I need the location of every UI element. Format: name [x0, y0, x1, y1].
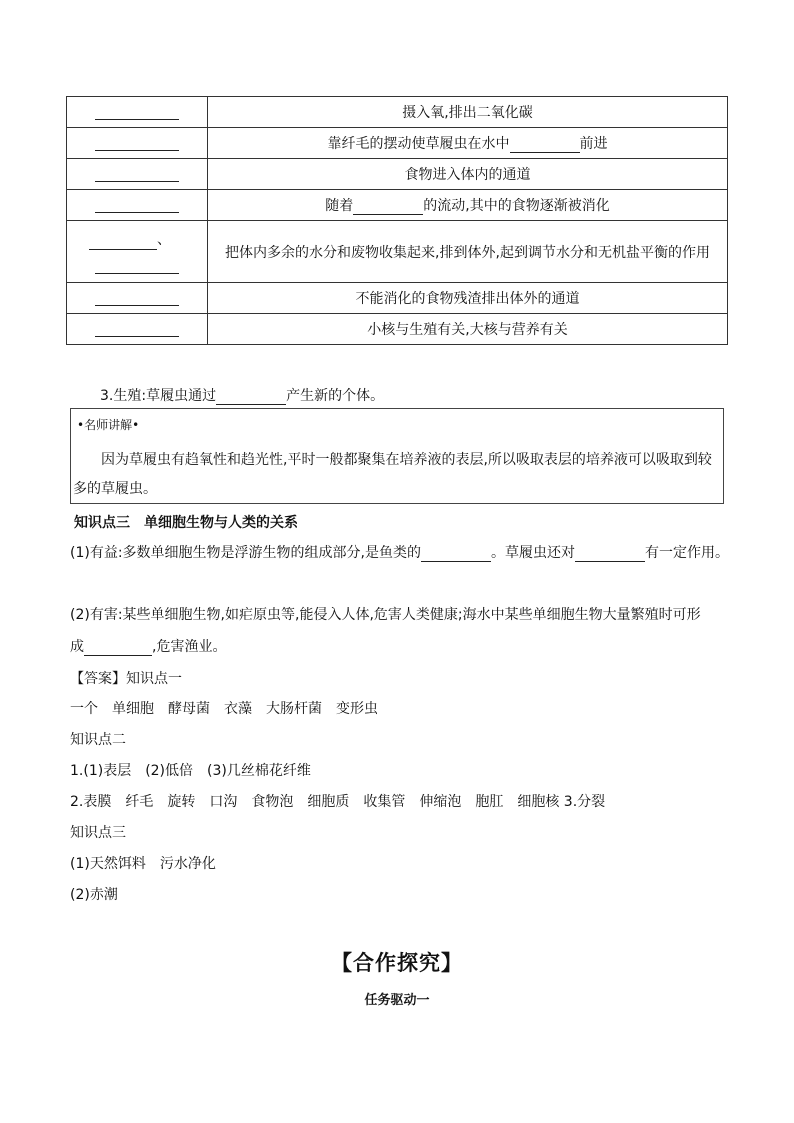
answer-cell: [67, 97, 208, 128]
function-cell: 摄入氧,排出二氧化碳: [208, 97, 728, 128]
reproduction-question: 3.生殖:草履虫通过 产生新的个体。: [100, 388, 385, 404]
answer-label: 【答案】知识点一: [70, 671, 182, 687]
table-row: [67, 283, 728, 314]
fill-blank[interactable]: [89, 235, 157, 250]
answer-cell: [67, 283, 208, 314]
function-cell: 随着 的流动,其中的食物逐渐被消化: [208, 190, 728, 221]
function-cell: 把体内多余的水分和废物收集起来,排到体外,起到调节水分和无机盐平衡的作用: [208, 221, 728, 283]
fill-blank[interactable]: [510, 138, 580, 153]
section-heading: 知识点三 单细胞生物与人类的关系: [74, 515, 298, 531]
function-cell: 靠纤毛的摆动使草履虫在水中 前进: [208, 128, 728, 159]
fill-blank[interactable]: [95, 105, 179, 120]
answer-cell: [67, 190, 208, 221]
tip-text-line-2: 多的草履虫。: [73, 481, 157, 497]
table-row: [67, 221, 728, 283]
answer-k2-line-1: 1.(1)表层 (2)低倍 (3)几丝棉花纤维: [70, 763, 311, 779]
section-subtitle: 任务驱动一: [364, 993, 430, 1008]
answer-k2-line-2: 2.表膜 纤毛 旋转 口沟 食物泡 细胞质 收集管 伸缩泡 胞肛 细胞核 3.分裂: [70, 794, 606, 810]
fill-blank[interactable]: [84, 641, 152, 656]
fill-blank[interactable]: [575, 547, 645, 562]
fill-blank[interactable]: [95, 259, 179, 274]
fill-blank[interactable]: [95, 136, 179, 151]
answer-k2-title: 知识点二: [70, 732, 126, 748]
teacher-tip-box: [70, 408, 724, 504]
fill-blank[interactable]: [95, 167, 179, 182]
harm-question-line-2: 成 ,危害渔业。: [70, 639, 227, 655]
fill-blank[interactable]: [95, 322, 179, 337]
fill-blank[interactable]: [95, 291, 179, 306]
function-cell: 不能消化的食物残渣排出体外的通道: [208, 283, 728, 314]
answer-cell: 、: [67, 221, 208, 283]
fill-blank[interactable]: [353, 200, 423, 215]
answer-k3-title: 知识点三: [70, 825, 126, 841]
table-row: [67, 314, 728, 345]
table-row: [67, 190, 728, 221]
answer-cell: [67, 159, 208, 190]
fill-blank[interactable]: [421, 547, 491, 562]
answer-k3-line-1: (1)天然饵料 污水净化: [70, 856, 216, 872]
table-row: [67, 97, 728, 128]
fill-blank[interactable]: [216, 390, 286, 405]
table-row: [67, 128, 728, 159]
tip-header: •名师讲解•: [77, 418, 140, 432]
answer-k3-line-2: (2)赤潮: [70, 887, 118, 903]
harm-question-line-1: (2)有害:某些单细胞生物,如疟原虫等,能侵入人体,危害人类健康;海水中某些单细胞生物大量繁殖时可形: [70, 607, 701, 623]
table-row: [67, 159, 728, 190]
section-title: 【合作探究】: [331, 951, 463, 975]
organelle-table: [66, 96, 728, 345]
function-cell: 小核与生殖有关,大核与营养有关: [208, 314, 728, 345]
answer-cell: [67, 128, 208, 159]
answer-cell: [67, 314, 208, 345]
tip-text-line-1: 因为草履虫有趋氧性和趋光性,平时一般都聚集在培养液的表层,所以吸取表层的培养液可以吸取到较: [101, 452, 712, 468]
benefit-question: (1)有益:多数单细胞生物是浮游生物的组成部分,是鱼类的 。草履虫还对 有一定作用。: [70, 545, 729, 561]
function-cell: 食物进入体内的通道: [208, 159, 728, 190]
fill-blank[interactable]: [95, 198, 179, 213]
answer-k1: 一个 单细胞 酵母菌 衣藻 大肠杆菌 变形虫: [70, 701, 378, 717]
